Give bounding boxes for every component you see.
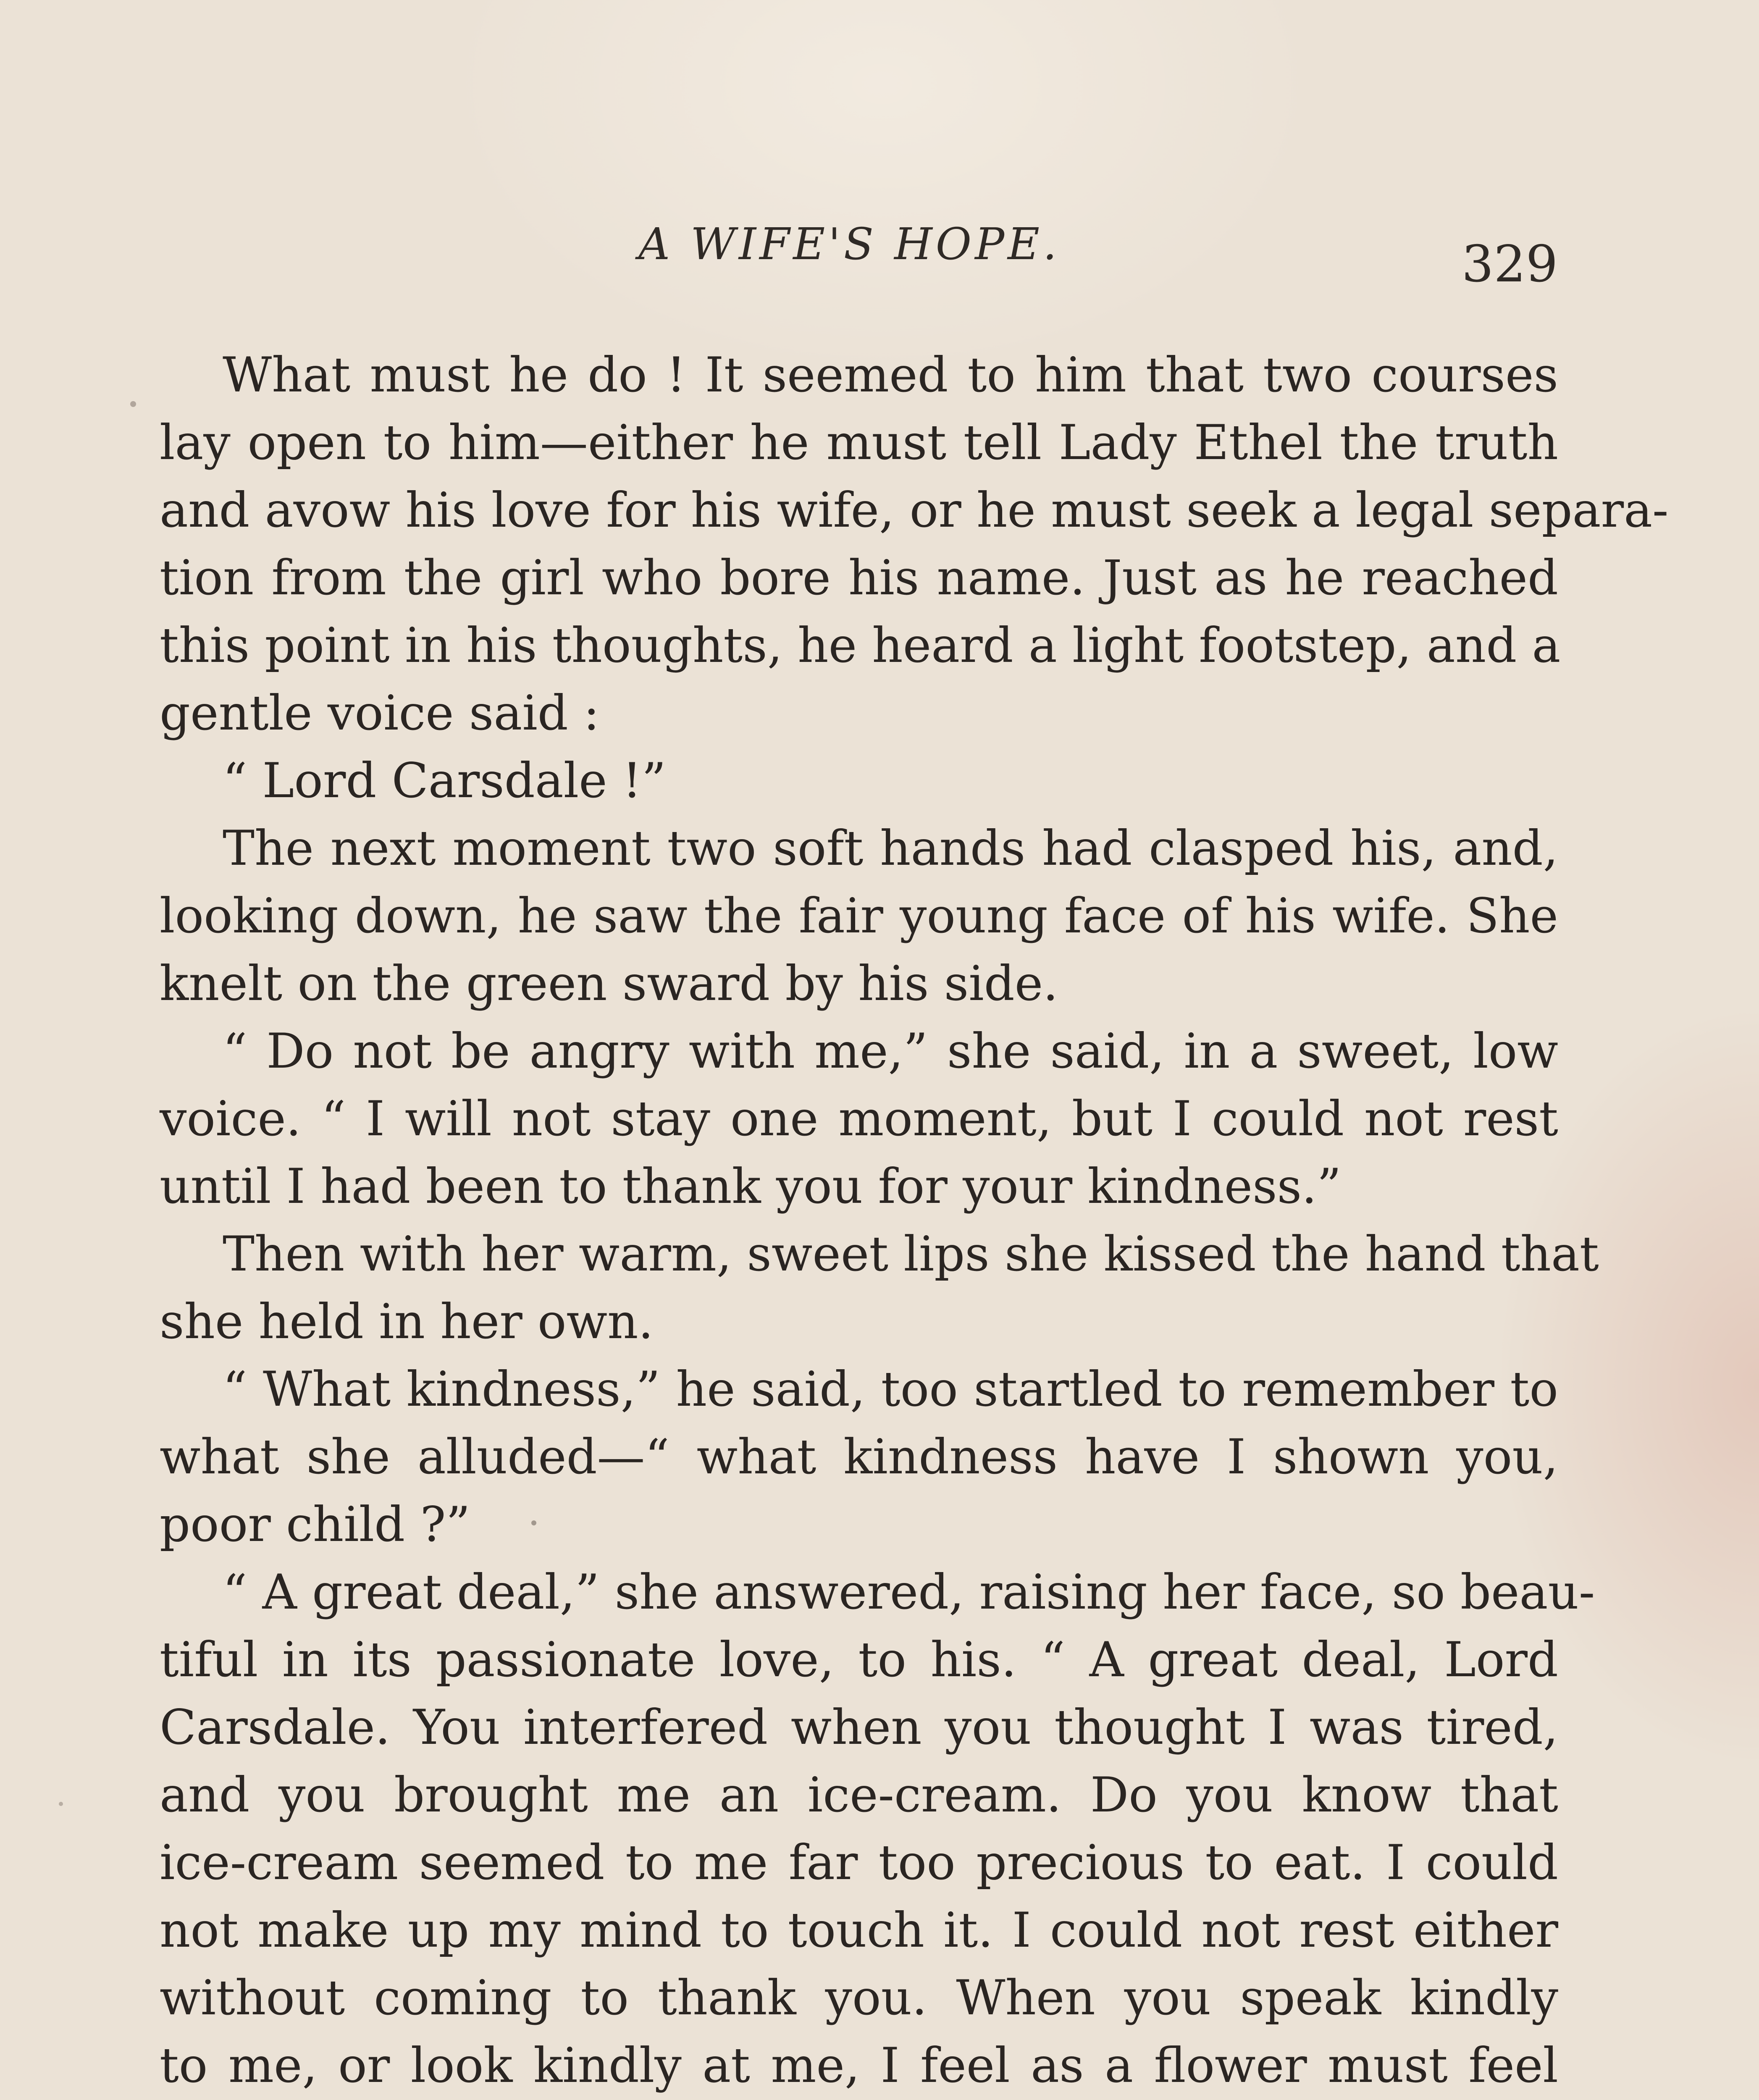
text-line: without coming to thank you. When you speak kindly <box>160 1970 1558 2026</box>
text-line: What must he do ! It seemed to him that two courses <box>223 347 1558 403</box>
text-line: Carsdale. You interfered when you thought I was tired, <box>160 1699 1558 1755</box>
text-line: and avow his love for his wife, or he must seek a legal separa- <box>160 482 1669 538</box>
text-line: ice-cream seemed to me far too precious to eat. I could <box>160 1835 1558 1890</box>
text-line: poor child ?” <box>160 1496 470 1552</box>
text-line: she held in her own. <box>160 1294 654 1349</box>
paper-speck <box>130 401 136 407</box>
text-line: “ What kindness,” he said, too startled to remember to <box>223 1361 1558 1417</box>
page-number: 329 <box>1462 235 1558 294</box>
text-line: Then with her warm, sweet lips she kissed the hand that <box>223 1226 1599 1282</box>
text-line: The next moment two soft hands had clasped his, and, <box>223 820 1558 876</box>
text-line: until I had been to thank you for your kindness.” <box>160 1158 1342 1214</box>
paper-speck <box>531 1520 536 1525</box>
text-line: “ Lord Carsdale !” <box>223 753 666 808</box>
text-line: voice. “ I will not stay one moment, but I could not rest <box>160 1091 1558 1147</box>
text-line: knelt on the green sward by his side. <box>160 956 1058 1011</box>
running-head: A WIFE'S HOPE. <box>638 218 1061 270</box>
text-line: to me, or look kindly at me, I feel as a flower must feel <box>160 2037 1558 2093</box>
text-line: tiful in its passionate love, to his. “ A great deal, Lord <box>160 1632 1558 1688</box>
text-line: and you brought me an ice-cream. Do you know that <box>160 1767 1558 1823</box>
body-text <box>160 341 1669 2100</box>
text-line: tion from the girl who bore his name. Just as he reached <box>160 550 1558 606</box>
text-line: “ Do not be angry with me,” she said, in a sweet, low <box>223 1023 1558 1079</box>
text-line: not make up my mind to touch it. I could not rest either <box>160 1902 1558 1958</box>
text-line: lay open to him—either he must tell Lady Ethel the truth <box>160 415 1558 470</box>
paper-speck <box>59 1802 63 1806</box>
text-line: looking down, he saw the fair young face of his wife. She <box>160 888 1558 944</box>
text-line: “ A great deal,” she answered, raising her face, so beau- <box>223 1564 1595 1620</box>
text-line: gentle voice said : <box>160 685 600 741</box>
text-line: what she alluded—“ what kindness have I shown you, <box>160 1429 1558 1485</box>
text-line: this point in his thoughts, he heard a light footstep, and a <box>160 617 1561 673</box>
